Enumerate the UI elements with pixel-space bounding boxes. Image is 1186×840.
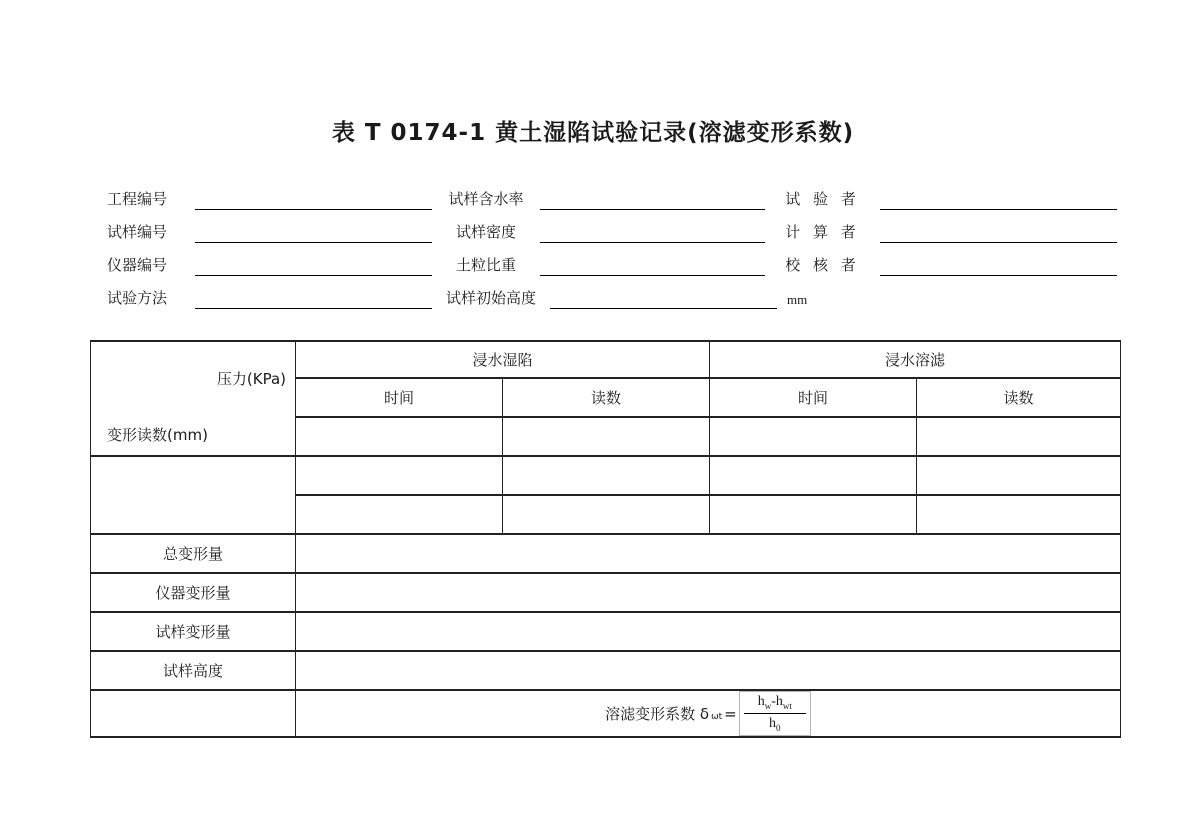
numerator-h1-sub: w <box>764 700 772 711</box>
formula-left-empty-cell <box>91 690 296 737</box>
data-cell-empty <box>296 417 503 456</box>
numerator-h2: h <box>775 694 783 709</box>
field-row-1 <box>107 177 1117 210</box>
subheader-time-2: 时间 <box>710 378 917 417</box>
initial-height-label: 试样初始高度 <box>445 289 536 307</box>
data-cell-empty <box>710 456 917 495</box>
data-cell-empty <box>503 495 710 534</box>
field-row-2 <box>107 210 1117 243</box>
left-empty-cell <box>91 456 296 534</box>
specific-gravity-label: 土粒比重 <box>455 256 516 274</box>
equals-sign: = <box>724 704 737 723</box>
total-deformation-label: 总变形量 <box>91 534 296 573</box>
sample-density-label: 试样密度 <box>455 223 516 241</box>
group-header-immersion-leaching: 浸水溶滤 <box>710 341 1121 378</box>
data-cell-empty <box>503 417 710 456</box>
subheader-reading-1: 读数 <box>503 378 710 417</box>
pressure-label: 压力(KPa) <box>216 370 286 388</box>
test-method-blank <box>195 286 432 309</box>
initial-height-blank <box>550 286 777 309</box>
data-cell-empty <box>503 456 710 495</box>
formula-cell <box>296 690 1121 737</box>
denominator-h-sub: 0 <box>776 722 781 733</box>
instrument-deformation-value-cell <box>296 573 1121 612</box>
instrument-deformation-label: 仪器变形量 <box>91 573 296 612</box>
numerator-h1: h <box>757 694 765 709</box>
data-cell-empty <box>710 417 917 456</box>
field-row-3 <box>107 243 1117 276</box>
group-header-immersion-collapse: 浸水湿陷 <box>296 341 710 378</box>
sample-height-label: 试样高度 <box>91 651 296 690</box>
fraction-numerator <box>744 694 806 714</box>
mm-unit-label: mm <box>787 292 808 307</box>
sample-number-blank <box>195 220 432 243</box>
sample-deformation-value-cell <box>296 612 1121 651</box>
sample-height-value-cell <box>296 651 1121 690</box>
subheader-time-1: 时间 <box>296 378 503 417</box>
test-method-label: 试验方法 <box>107 289 168 307</box>
numerator-h2-sub: wt <box>782 700 792 711</box>
calculator-blank <box>880 220 1117 243</box>
water-content-label: 试样含水率 <box>448 190 524 208</box>
data-cell-empty <box>917 495 1121 534</box>
delta-subscript: ωt <box>711 711 723 722</box>
tester-label: 试 验 者 <box>785 190 860 208</box>
instrument-number-label: 仪器编号 <box>107 256 168 274</box>
data-cell-empty <box>917 417 1121 456</box>
test-record-table <box>90 340 1121 738</box>
page-title: 表 T 0174-1 黄土湿陷试验记录(溶滤变形系数) <box>331 120 855 146</box>
data-cell-empty <box>296 495 503 534</box>
fraction-denominator <box>769 714 781 733</box>
minus-sign: - <box>771 694 776 709</box>
data-cell-empty <box>296 456 503 495</box>
specific-gravity-blank <box>540 253 765 276</box>
formula-label: 溶滤变形系数 δ <box>605 705 710 724</box>
pressure-reading-header-cell <box>91 341 296 456</box>
calculator-label: 计 算 者 <box>785 223 860 241</box>
checker-label: 校 核 者 <box>785 256 860 274</box>
project-number-blank <box>195 187 432 210</box>
sample-deformation-label: 试样变形量 <box>91 612 296 651</box>
field-row-4 <box>107 276 1117 309</box>
water-content-blank <box>540 187 765 210</box>
sample-density-blank <box>540 220 765 243</box>
total-deformation-value-cell <box>296 534 1121 573</box>
tester-blank <box>880 187 1117 210</box>
header-fields <box>107 177 1117 309</box>
instrument-number-blank <box>195 253 432 276</box>
deformation-reading-label: 变形读数(mm) <box>107 426 208 444</box>
leaching-deformation-formula <box>296 691 1120 736</box>
sample-number-label: 试样编号 <box>107 223 168 241</box>
data-cell-empty <box>710 495 917 534</box>
data-cell-empty <box>917 456 1121 495</box>
denominator-h: h <box>769 716 777 732</box>
project-number-label: 工程编号 <box>107 190 168 208</box>
fraction-box <box>739 691 811 736</box>
checker-blank <box>880 253 1117 276</box>
subheader-reading-2: 读数 <box>917 378 1121 417</box>
